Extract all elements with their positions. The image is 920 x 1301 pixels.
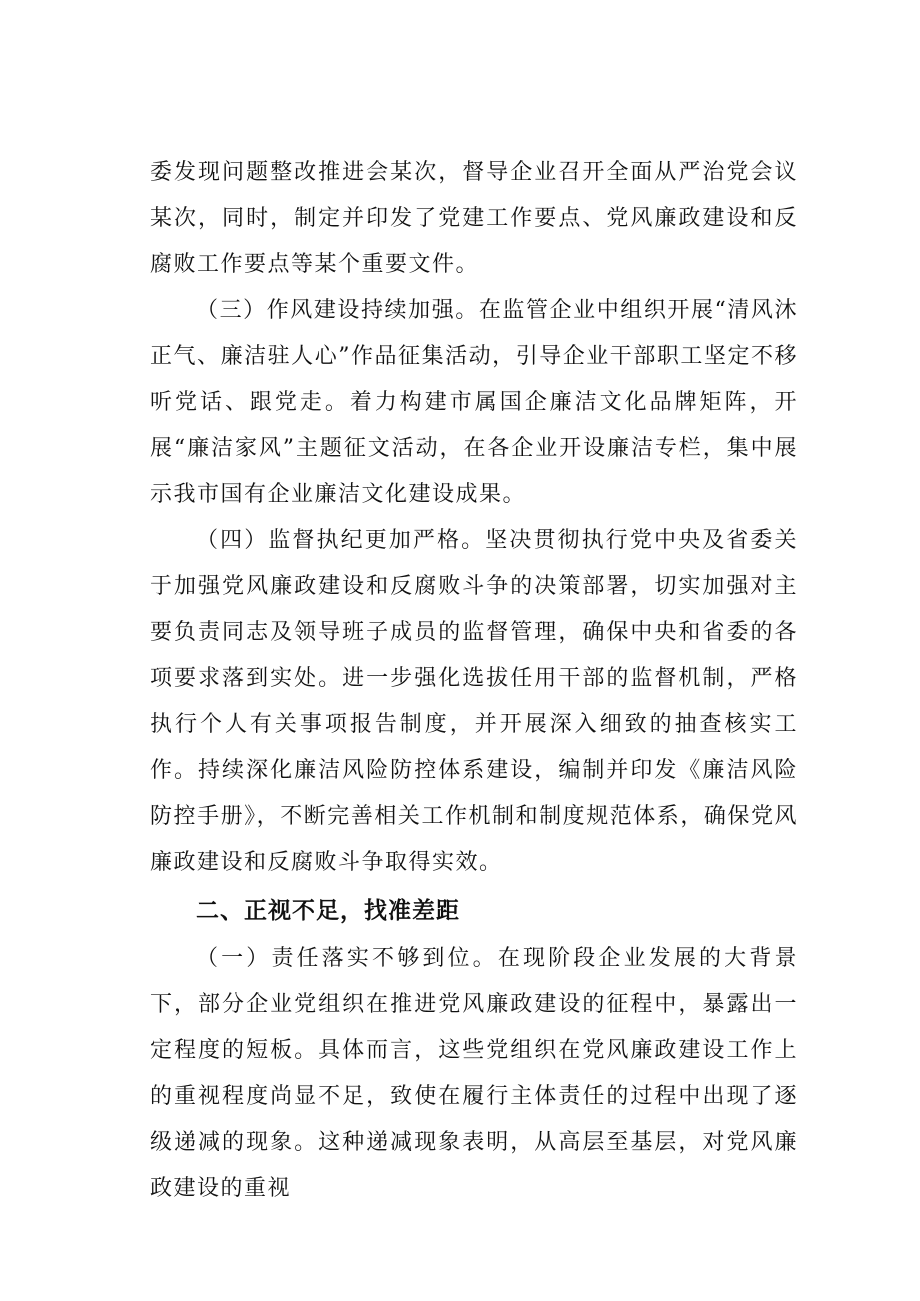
paragraph-continuation: 委发现问题整改推进会某次，督导企业召开全面从严治党会议某次，同时，制定并印发了党建工作要点、党风廉政建设和反腐败工作要点等某个重要文件。: [150, 160, 798, 277]
section-heading: 二、正视不足，找准差距: [196, 898, 460, 924]
document-page: [150, 150, 798, 1212]
paragraph-responsibility: （一）责任落实不够到位。在现阶段企业发展的大背景下，部分企业党组织在推进党风廉政建设的征程中，暴露出一定程度的短板。具体而言，这些党组织在党风廉政建设工作上的重视程度尚显不足，致使在履行主体责任的过程中出现了逐级递减的现象。这种递减现象表明，从高层至基层，对党风廉政建设的重视: [150, 946, 798, 1201]
paragraph-supervision: （四）监督执纪更加严格。坚决贯彻执行党中央及省委关于加强党风廉政建设和反腐败斗争的决策部署，切实加强对主要负责同志及领导班子成员的监督管理，确保中央和省委的各项要求落到实处。进一步强化选拔任用干部的监督机制，严格执行个人有关事项报告制度，并开展深入细致的抽查核实工作。持续深化廉洁风险防控体系建设，编制并印发《廉洁风险防控手册》，不断完善相关工作机制和制度规范体系，确保党风廉政建设和反腐败斗争取得实效。: [150, 528, 798, 875]
paragraph-style-building: （三）作风建设持续加强。在监管企业中组织开展“清风沐正气、廉洁驻人心”作品征集活动，引导企业干部职工坚定不移听党话、跟党走。着力构建市属国企廉洁文化品牌矩阵，开展“廉洁家风”主题征文活动，在各企业开设廉洁专栏，集中展示我市国有企业廉洁文化建设成果。: [150, 298, 798, 507]
